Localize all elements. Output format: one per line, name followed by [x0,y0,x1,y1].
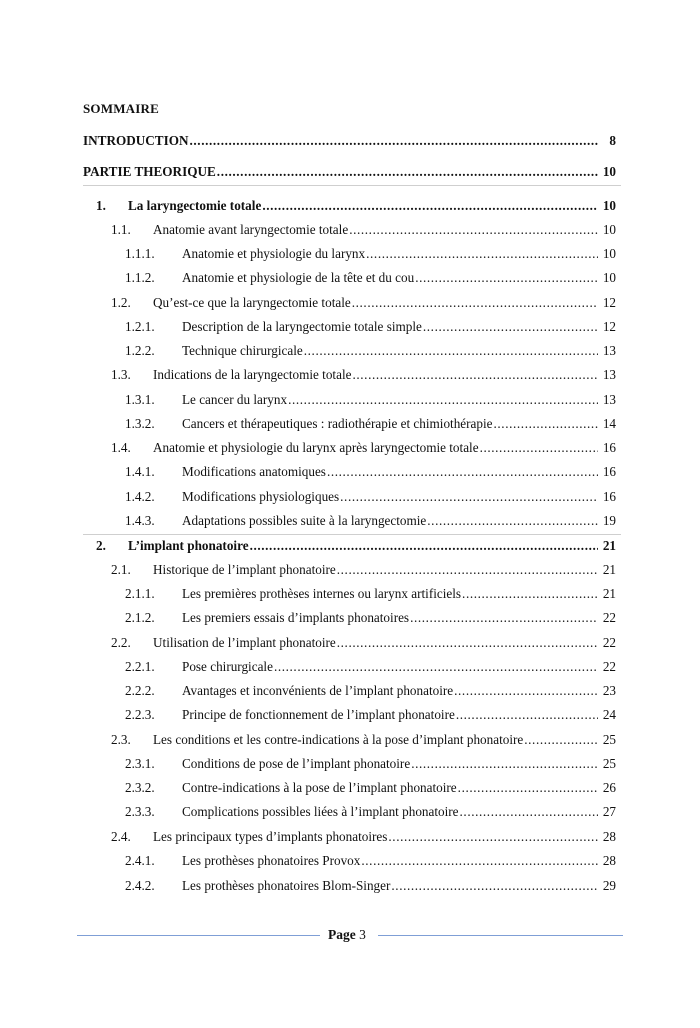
dot-leader [410,609,598,627]
toc-entry-number: 2.2. [111,635,131,650]
dot-leader [361,852,598,870]
toc-entry [0,634,700,652]
toc-entry-number: 2.1. [111,562,131,577]
toc-entry-title: Les premiers essais d’implants phonatoires [182,610,410,625]
toc-entry-page: 12 [602,319,616,334]
toc-entry [0,245,700,263]
toc-entry [0,294,700,312]
toc-entry [0,221,700,239]
toc-entry-number: 1.1.2. [125,270,155,285]
toc-entry [0,318,700,336]
toc-entry [0,828,700,846]
toc-entry-page: 24 [602,707,616,722]
toc-entry-page: 10 [602,222,616,237]
dot-leader [480,439,598,457]
dot-leader [217,163,598,181]
toc-entry-title: Qu’est-ce que la laryngectomie totale [153,295,351,310]
toc-entry-title: Modifications anatomiques [182,464,326,479]
dot-leader [415,269,598,287]
toc-entry-title: Cancers et thérapeutiques : radiothérapie et chimiothérapie [182,416,493,431]
dot-leader [262,197,598,215]
toc-entry-number: 1.3.2. [125,416,155,431]
dot-leader [524,731,598,749]
toc-entry-title: Technique chirurgicale [182,343,303,358]
toc-entry-title: Les conditions et les contre-indications à la pose d’implant phonatoire [153,732,524,747]
toc-entry-page: 21 [602,562,616,577]
dot-leader [458,779,598,797]
toc-entry-title: Les prothèses phonatoires Blom-Singer [182,878,391,893]
toc-entry-title: Anatomie et physiologie du larynx [182,246,366,261]
toc-entry-title: Anatomie et physiologie de la tête et du cou [182,270,415,285]
toc-entry-page: 28 [602,829,616,844]
toc-entry-number: 1.2.2. [125,343,155,358]
toc-entry-page: 16 [602,489,616,504]
toc-entry-title: Adaptations possibles suite à la laryngectomie [182,513,427,528]
toc-entry-page: 27 [602,804,616,819]
toc-entry [0,391,700,409]
toc-entry-page: 14 [602,416,616,431]
toc-entry-title: Le cancer du larynx [182,392,288,407]
toc-entry-number: 2.3.3. [125,804,155,819]
dot-leader [388,828,598,846]
dot-leader [337,634,598,652]
toc-entry-number: 2.3.1. [125,756,155,771]
dot-leader [288,391,598,409]
dot-leader [340,488,598,506]
toc-entry-number: 2.4. [111,829,131,844]
toc-entry-page: 8 [609,133,616,148]
toc-entry-page: 26 [602,780,616,795]
dot-leader [304,342,598,360]
toc-entry-title: Anatomie et physiologie du larynx après laryngectomie totale [153,440,479,455]
toc-entry-number: 1.3. [111,367,131,382]
toc-entry [0,561,700,579]
toc-entry [0,366,700,384]
toc-entry-title: Conditions de pose de l’implant phonatoire [182,756,411,771]
dot-leader [190,132,598,150]
toc-entry [0,463,700,481]
dot-leader [427,512,598,530]
toc-entry-page: 16 [602,440,616,455]
toc-entry-number: 1.1. [111,222,131,237]
toc-entry-number: 1.4.3. [125,513,155,528]
toc-entry-title: La laryngectomie totale [128,198,262,213]
toc-entry-number: 2. [96,538,106,553]
toc-entry-page: 22 [602,610,616,625]
page-footer [328,927,366,943]
toc-entry-page: 10 [602,198,616,213]
dot-leader [454,682,598,700]
toc-entry-number: 1.3.1. [125,392,155,407]
toc-entry-title: Complications possibles liées à l’implant phonatoire [182,804,459,819]
toc-entry-title: Les principaux types d’implants phonatoires [153,829,388,844]
toc-entry-page: 21 [602,538,616,553]
toc-entry-page: 13 [602,343,616,358]
toc-entry [0,342,700,360]
toc-entry [0,163,700,181]
toc-entry-title: Indications de la laryngectomie totale [153,367,352,382]
dot-leader [352,366,598,384]
toc-entry-number: 2.2.2. [125,683,155,698]
toc-entry-number: 2.3. [111,732,131,747]
footer-rule-left [77,935,320,936]
toc-entry-number: 2.4.1. [125,853,155,868]
dot-leader [327,463,598,481]
toc-heading: SOMMAIRE [83,101,159,116]
toc-entry-page: 10 [602,164,616,179]
toc-entry [0,585,700,603]
toc-entry [0,658,700,676]
toc-entry-page: 28 [602,853,616,868]
footer-label: Page [328,927,356,942]
toc-entry-title: Avantages et inconvénients de l’implant phonatoire [182,683,454,698]
dot-leader [349,221,598,239]
dot-leader [423,318,598,336]
toc-entry [0,537,700,555]
toc-entry [0,609,700,627]
toc-entry-title: Pose chirurgicale [182,659,273,674]
toc-entry [0,706,700,724]
toc-entry-number: 1.4.2. [125,489,155,504]
toc-entry [0,731,700,749]
toc-entry-page: 21 [602,586,616,601]
footer-rule-right [378,935,623,936]
toc-entry-title: L’implant phonatoire [128,538,249,553]
toc-entry-number: 1.2. [111,295,131,310]
toc-entry-title: Les prothèses phonatoires Provox [182,853,361,868]
dot-leader [460,803,598,821]
toc-entry-title: Anatomie avant laryngectomie totale [153,222,349,237]
dot-leader [456,706,598,724]
toc-entry-title: Les premières prothèses internes ou larynx artificiels [182,586,462,601]
toc-entry-number: 2.3.2. [125,780,155,795]
toc-entry-number: 2.2.3. [125,707,155,722]
toc-entry-page: 25 [602,732,616,747]
toc-entry-page: 25 [602,756,616,771]
dot-leader [411,755,598,773]
dot-leader [337,561,598,579]
toc-entry-page: 23 [602,683,616,698]
toc-entry-title: Historique de l’implant phonatoire [153,562,336,577]
toc-entry-page: 29 [602,878,616,893]
toc-entry [0,269,700,287]
toc-entry-page: 19 [602,513,616,528]
toc-entry-number: 2.2.1. [125,659,155,674]
dot-leader [462,585,598,603]
toc-entry [0,197,700,215]
toc-entry-page: 22 [602,635,616,650]
dot-leader [494,415,598,433]
toc-entry [0,803,700,821]
toc-entry-page: 13 [602,367,616,382]
dot-leader [250,537,598,555]
toc-entry-title: Contre-indications à la pose de l’implant phonatoire [182,780,457,795]
toc-entry-page: 22 [602,659,616,674]
dot-leader [391,877,598,895]
toc-entry-page: 10 [602,246,616,261]
footer-page-number: 3 [359,927,366,942]
toc-entry-title: Principe de fonctionnement de l’implant phonatoire [182,707,455,722]
toc-entry [0,132,700,150]
toc-entry-title: Utilisation de l’implant phonatoire [153,635,336,650]
toc-entry-title: INTRODUCTION [83,133,189,148]
toc-entry-number: 1. [96,198,106,213]
dot-leader [352,294,598,312]
toc-entry [0,682,700,700]
toc-entry [0,877,700,895]
toc-entry-title: PARTIE THEORIQUE [83,164,216,179]
toc-entry [0,779,700,797]
toc-entry-number: 1.4. [111,440,131,455]
toc-entry [0,488,700,506]
toc-entry-number: 1.1.1. [125,246,155,261]
dot-leader [274,658,598,676]
toc-entry-page: 12 [602,295,616,310]
toc-entry-page: 13 [602,392,616,407]
toc-entry [0,755,700,773]
toc-entry-number: 2.4.2. [125,878,155,893]
toc-entry-page: 10 [602,270,616,285]
toc-entry-number: 1.4.1. [125,464,155,479]
toc-entry-page: 16 [602,464,616,479]
toc-entry [0,415,700,433]
toc-entry [0,439,700,457]
dot-leader [366,245,598,263]
toc-entry-title: Description de la laryngectomie totale simple [182,319,422,334]
toc-entry [0,512,700,530]
toc-entry-number: 2.1.1. [125,586,155,601]
toc-entry-number: 2.1.2. [125,610,155,625]
toc-entry-title: Modifications physiologiques [182,489,340,504]
toc-entry-number: 1.2.1. [125,319,155,334]
toc-entry [0,852,700,870]
